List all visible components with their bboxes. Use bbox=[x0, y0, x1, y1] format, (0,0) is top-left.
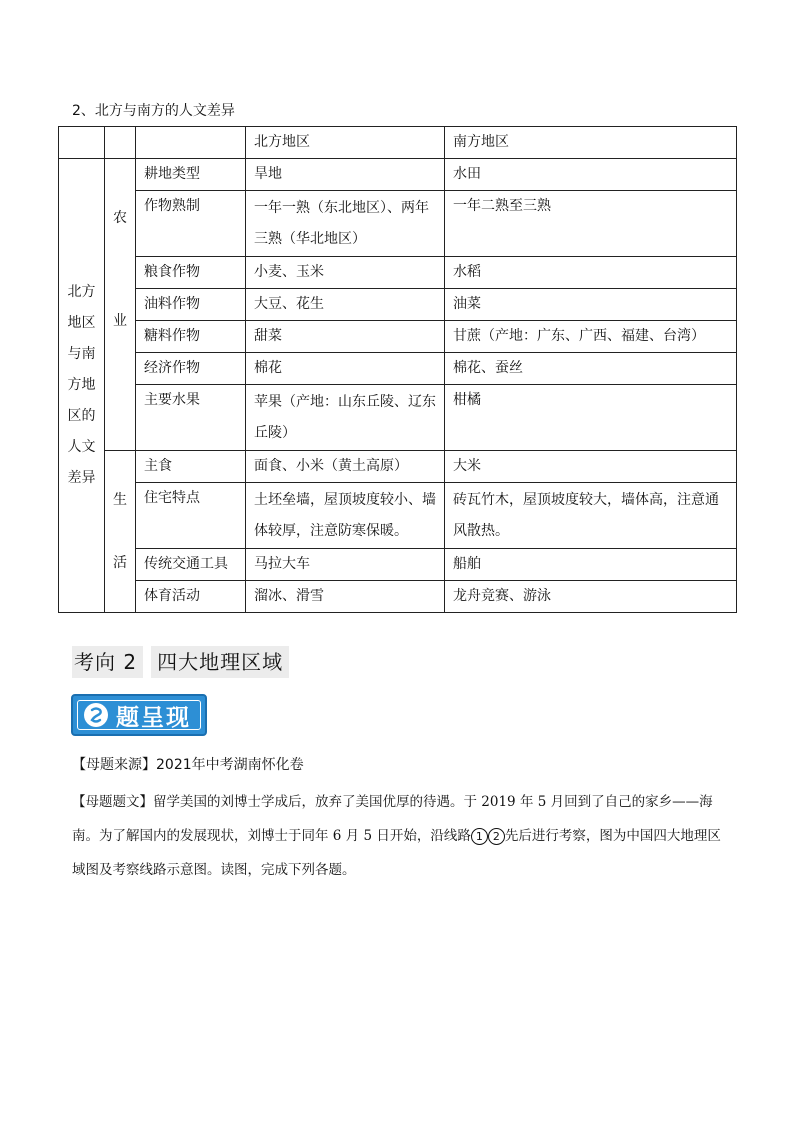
table-row bbox=[59, 353, 737, 385]
region-label-line: 人文 bbox=[67, 439, 96, 455]
north-cell: 溜冰、滑雪 bbox=[246, 581, 445, 613]
question-text bbox=[72, 785, 734, 887]
region-label-line: 差异 bbox=[67, 470, 96, 486]
route-marker: 2 bbox=[488, 828, 505, 845]
life-label-cell bbox=[105, 451, 136, 613]
south-cell: 甘蔗（产地：广东、广西、福建、台湾） bbox=[445, 321, 737, 353]
north-cell: 甜菜 bbox=[246, 321, 445, 353]
table-row bbox=[59, 385, 737, 451]
table-row bbox=[59, 451, 737, 483]
header-cell bbox=[105, 127, 136, 159]
south-cell: 油菜 bbox=[445, 289, 737, 321]
table-row bbox=[59, 321, 737, 353]
problem-icon bbox=[84, 703, 108, 727]
route-marker: 1 bbox=[471, 828, 488, 845]
question-text-after: 先后进行考察，图为中国四大地理区域图及考察线路示意图。读图，完成下列各题。 bbox=[72, 828, 721, 878]
question-text-before: 留学美国的刘博士学成后，放弃了美国优厚的待遇。于 2019 年 5 月回到了自己的家乡——海南。为了解国内的发展现状，刘博士于同年 6 月 5 日开始，沿线路 bbox=[72, 794, 713, 844]
header-cell bbox=[136, 127, 246, 159]
south-cell: 棉花、蚕丝 bbox=[445, 353, 737, 385]
north-cell: 旱地 bbox=[246, 159, 445, 191]
source-text: 2021年中考湖南怀化卷 bbox=[156, 757, 304, 773]
header-cell bbox=[59, 127, 105, 159]
table-row bbox=[59, 581, 737, 613]
table-row bbox=[59, 159, 737, 191]
agriculture-label: 业 bbox=[113, 312, 127, 329]
north-cell: 面食、小米（黄土高原） bbox=[246, 451, 445, 483]
question-label: 【母题题文】 bbox=[72, 794, 153, 810]
badge-text: 题呈现 bbox=[116, 704, 191, 731]
north-cell: 苹果（产地：山东丘陵、辽东丘陵） bbox=[246, 385, 445, 451]
life-label: 生 bbox=[113, 491, 127, 508]
item-cell: 作物熟制 bbox=[136, 191, 246, 257]
north-cell: 土坯垒墙，屋顶坡度较小、墙体较厚，注意防寒保暖。 bbox=[246, 483, 445, 549]
section-name: 四大地理区域 bbox=[157, 650, 284, 674]
south-cell: 大米 bbox=[445, 451, 737, 483]
life-label: 活 bbox=[113, 554, 127, 571]
item-cell: 糖料作物 bbox=[136, 321, 246, 353]
north-cell: 小麦、玉米 bbox=[246, 257, 445, 289]
problem-badge bbox=[71, 694, 207, 736]
item-cell: 粮食作物 bbox=[136, 257, 246, 289]
source-line bbox=[72, 754, 304, 774]
region-label-line: 方地 bbox=[67, 377, 96, 393]
table-caption: 2、北方与南方的人文差异 bbox=[72, 103, 235, 119]
item-cell: 油料作物 bbox=[136, 289, 246, 321]
item-cell: 住宅特点 bbox=[136, 483, 246, 549]
region-label-line: 北方 bbox=[67, 284, 96, 300]
header-south: 南方地区 bbox=[445, 127, 737, 159]
difference-table bbox=[58, 126, 737, 613]
north-cell: 大豆、花生 bbox=[246, 289, 445, 321]
item-cell: 经济作物 bbox=[136, 353, 246, 385]
header-north: 北方地区 bbox=[246, 127, 445, 159]
north-cell: 一年一熟（东北地区）、两年三熟（华北地区） bbox=[246, 191, 445, 257]
region-label-line: 区的 bbox=[67, 408, 96, 424]
south-cell: 柑橘 bbox=[445, 385, 737, 451]
table-row bbox=[59, 191, 737, 257]
north-cell: 马拉大车 bbox=[246, 549, 445, 581]
item-cell: 主要水果 bbox=[136, 385, 246, 451]
region-label-line: 与南 bbox=[67, 346, 96, 362]
agriculture-label-cell bbox=[105, 159, 136, 451]
north-cell: 棉花 bbox=[246, 353, 445, 385]
region-label-line: 地区 bbox=[67, 315, 96, 331]
item-cell: 耕地类型 bbox=[136, 159, 246, 191]
south-cell: 水田 bbox=[445, 159, 737, 191]
item-cell: 传统交通工具 bbox=[136, 549, 246, 581]
south-cell: 砖瓦竹木，屋顶坡度较大，墙体高，注意通风散热。 bbox=[445, 483, 737, 549]
south-cell: 龙舟竞赛、游泳 bbox=[445, 581, 737, 613]
agriculture-label: 农 bbox=[113, 209, 127, 226]
south-cell: 一年二熟至三熟 bbox=[445, 191, 737, 257]
south-cell: 水稻 bbox=[445, 257, 737, 289]
table-row bbox=[59, 257, 737, 289]
table-row bbox=[59, 483, 737, 549]
section-title bbox=[72, 646, 289, 678]
item-cell: 主食 bbox=[136, 451, 246, 483]
table-row bbox=[59, 289, 737, 321]
region-label-cell bbox=[59, 159, 105, 613]
section-number: 考向 2 bbox=[74, 650, 138, 674]
south-cell: 船舶 bbox=[445, 549, 737, 581]
item-cell: 体育活动 bbox=[136, 581, 246, 613]
table-row bbox=[59, 549, 737, 581]
source-label: 【母题来源】 bbox=[72, 757, 156, 773]
table-header-row bbox=[59, 127, 737, 159]
